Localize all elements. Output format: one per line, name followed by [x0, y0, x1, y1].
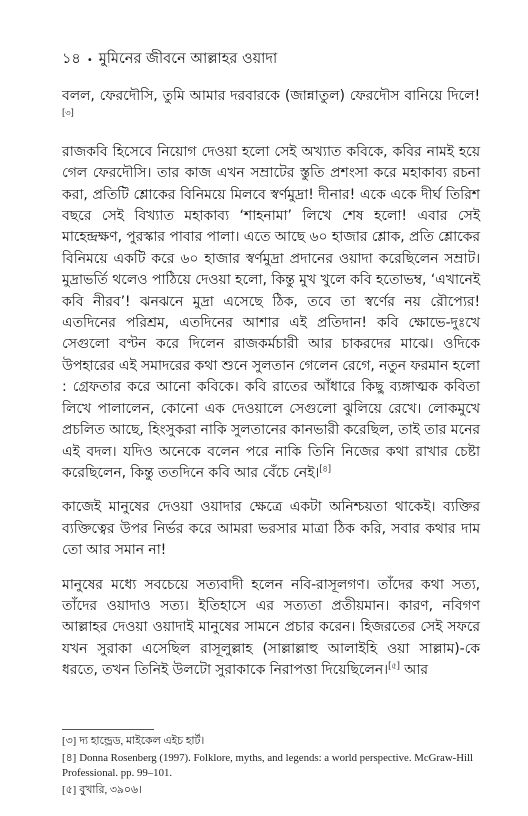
footnote-3: [৩] দ্য হান্ড্রেড, মাইকেল এইচ হার্ট। [62, 735, 205, 747]
paragraph-1: বলল, ফেরদৌসি, তুমি আমার দরবারকে (জান্নাতুল) ফেরদৌস বানিয়ে দিলে![৩] [62, 88, 480, 119]
footnote-divider [62, 729, 154, 730]
footnote-ref-4[interactable]: [৪] [319, 464, 331, 475]
book-title: মুমিনের জীবনে আল্লাহর ওয়াদা [98, 51, 278, 67]
paragraph-4: মানুষের মধ্যে সবচেয়ে সত্যবাদী হলেন নবি-রাসূলগণ। তাঁদের কথা সত্য, তাঁদের ওয়াদাও সত্য। ইতিহাসে এর সত্যতা প্রতীয়মান। কারণ, নবিগণ আল্লাহর দেওয়া ওয়াদাই মানুষের সামনে প্রচার করেন। হিজরতের সেই সফরে যখন সুরাকা এসেছিল রাসূলুল্লাহ (সাল্লাল্লাহু আলাইহি ওয়া সাল্লাম)-কে ধরতে, তখন তিনিই উলটো সুরাকাকে নিরাপত্তা দিয়েছিলেন।[৫] আর [62, 576, 480, 679]
footnote-ref-5[interactable]: [৫] [388, 661, 400, 672]
footnote-5: [৫] বুখারি, ৩৯০৬। [62, 784, 142, 796]
footnotes [62, 734, 482, 800]
footnote-4: [৪] Donna Rosenberg (1997). Folklore, myths, and legends: a world perspective. McGraw-Hill Professional. pp. 99–101. [62, 752, 474, 779]
page-number: ১৪ [62, 51, 81, 67]
header-bullet: • [86, 54, 93, 66]
paragraph-3: কাজেই মানুষের দেওয়া ওয়াদার ক্ষেত্রে একটা অনিশ্চয়তা থাকেই। ব্যক্তির ব্যক্তিত্বের উপর নির্ভর করে আমরা ভরসার মাত্রা ঠিক করি, সবার কথার দাম তো আর সমান না! [62, 499, 480, 559]
footnote-ref-3[interactable]: [৩] [62, 108, 74, 119]
page-body [62, 86, 480, 695]
running-header [62, 48, 482, 72]
paragraph-2: রাজকবি হিসেবে নিয়োগ দেওয়া হলো সেই অখ্যাত কবিকে, কবির নামই হয়ে গেল ফেরদৌসি। তার কাজ এখন সম্রাটের স্তুতি প্রশংসা করে মহাকাব্য রচনা করা, প্রতিটি শ্লোকের বিনিময়ে মিলবে স্বর্ণমুদ্রা! দীনার! একে একে দীর্ঘ তিরিশ বছরে সেই বিখ্যাত মহাকাব্য ‘শাহনামা’ লিখে শেষ হলো! এবার সেই মাহেন্দ্রক্ষণ, পুরস্কার পাবার পালা। এতে আছে ৬০ হাজার শ্লোক, প্রতি শ্লোকের বিনিময়ে একটি করে ৬০ হাজার স্বর্ণমুদ্রা প্রদানের ওয়াদা করেছিলেন সম্রাট। মুদ্রাভর্তি থলেও পাঠিয়ে দেওয়া হলো, কিন্তু মুখ খুলে কবি হতোভম্ব, ‘এখানেই কবি নীরব’! ঝনঝনে মুদ্রা এসেছে ঠিক, তবে তা স্বর্ণের নয় রৌপ্যের! এতদিনের পরিশ্রম, এতদিনের আশার এই প্রতিদান! কবি ক্ষোভে-দুঃখে সেগুলো বণ্টন করে দিলেন রাজকর্মচারী আর চাকরদের মাঝে। ওদিকে উপহারের এই সমাদরের কথা শুনে সুলতান গেলেন রেগে, নতুন ফরমান হলো : গ্রেফতার করে আনো কবিকে। কবি রাতের আঁধারে কিছু ব্যঙ্গাত্মক কবিতা লিখে পালালেন, কোনো এক দেওয়ালে সেগুলো ঝুলিয়ে রেখে। লোকমুখে প্রচলিত আছে, হিংসুকরা নাকি সুলতানের কানভারী করেছিল, তাই তার মনের এই বদল। যদিও অনেকে বলেন পরে নাকি তিনি নিজের কথা রাখার চেষ্টা করেছিলেন, কিন্তু ততদিনে কবি আর বেঁচে নেই।[৪] [62, 143, 480, 481]
